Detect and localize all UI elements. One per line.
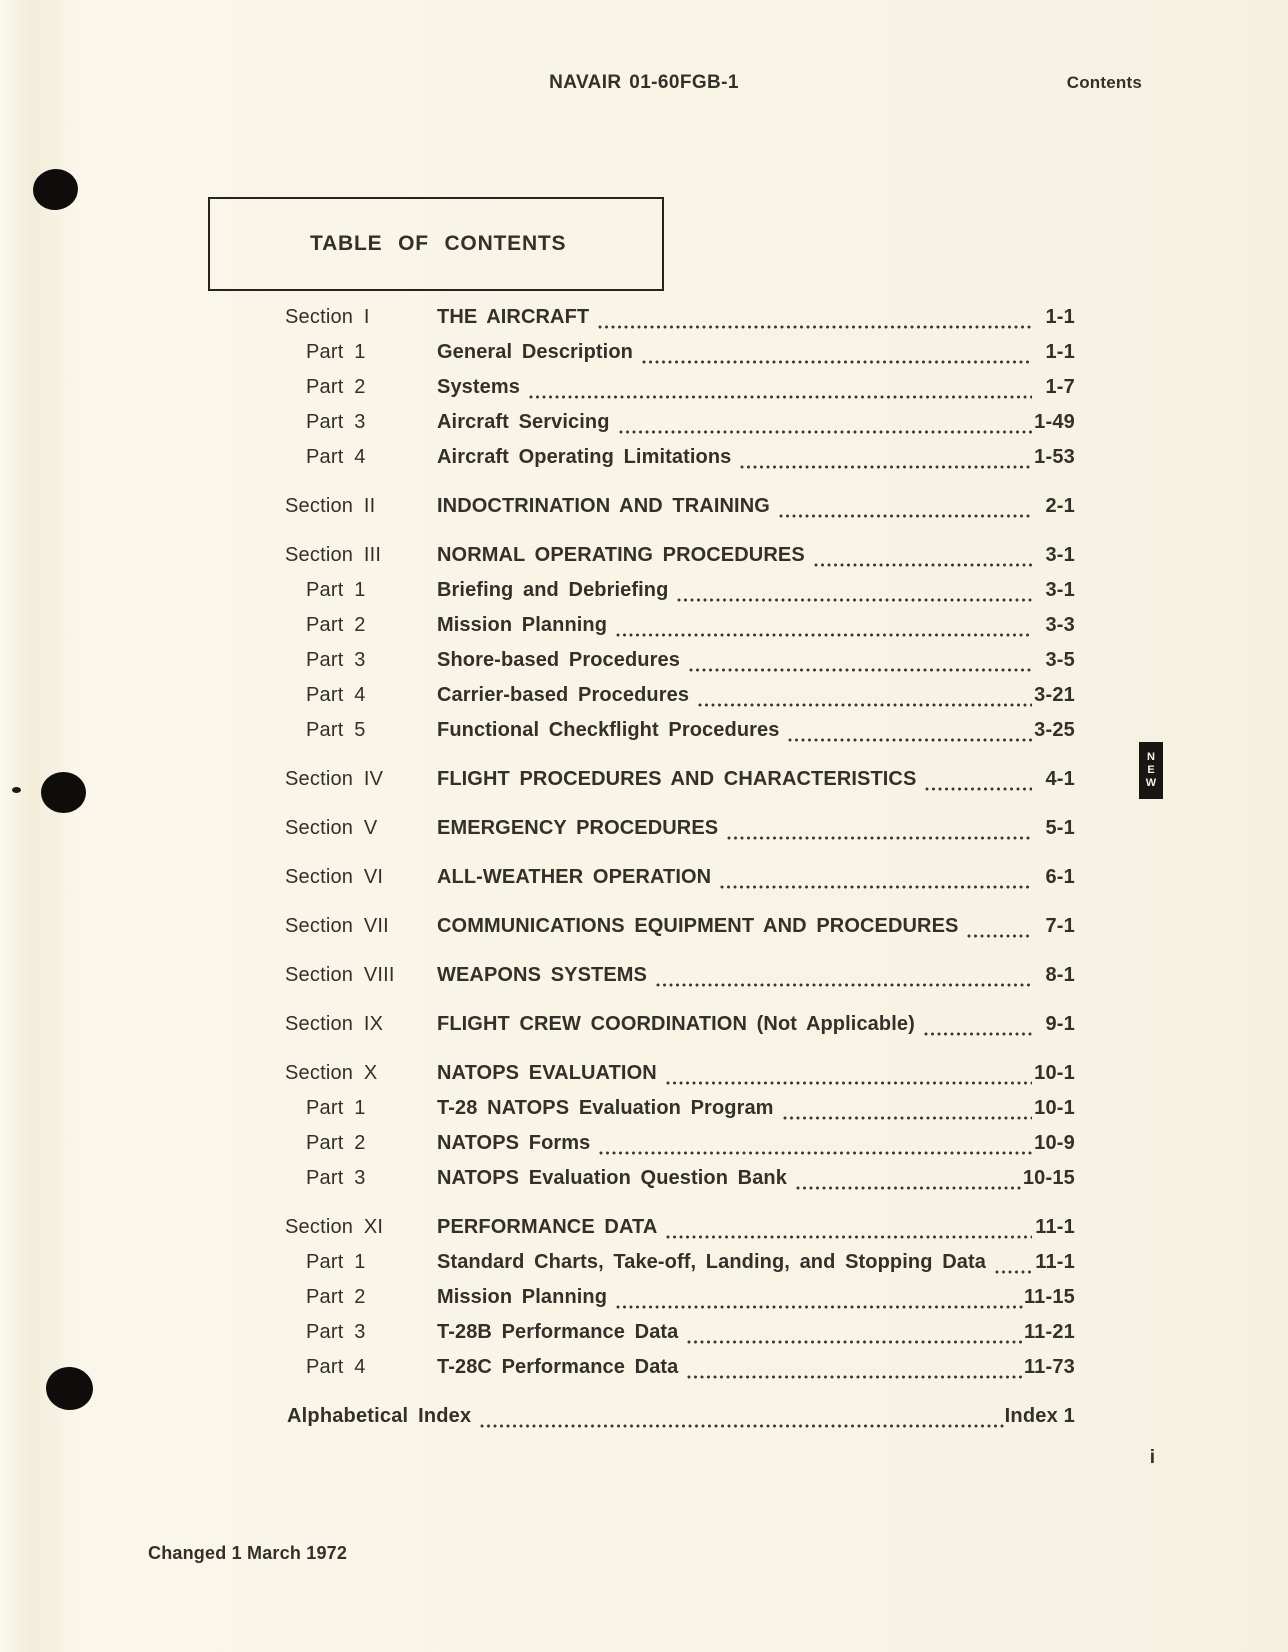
toc-entry-row <box>285 1056 1075 1091</box>
toc-entry-page: 8-1 <box>1045 964 1075 986</box>
toc-entry-page: 1-7 <box>1045 376 1075 398</box>
ink-speck <box>12 787 21 793</box>
toc-entry-row <box>285 608 1075 643</box>
toc-entry-row <box>285 1126 1075 1161</box>
toc-entry-row <box>285 643 1075 678</box>
toc-entry-title: NATOPS Evaluation Question Bank <box>437 1167 787 1189</box>
dot-leader <box>687 1339 1023 1345</box>
toc-entry-label: Section VIII <box>285 964 395 986</box>
toc-entry-page: 10-9 <box>1034 1132 1075 1154</box>
dot-leader <box>967 933 1032 939</box>
toc-entry-title: FLIGHT CREW COORDINATION (Not Applicable) <box>437 1013 915 1035</box>
toc-entry-row <box>285 860 1075 895</box>
dot-leader <box>796 1185 1022 1191</box>
header-contents-label: Contents <box>1066 73 1142 92</box>
toc-entry-title: NORMAL OPERATING PROCEDURES <box>437 544 805 566</box>
toc-entry-row <box>285 538 1075 573</box>
toc-entry-page: 1-49 <box>1034 411 1075 433</box>
toc-entry-row <box>285 335 1075 370</box>
toc-entry-label: Part 4 <box>306 1356 366 1378</box>
toc-entry-label: Section I <box>285 306 370 328</box>
toc-list <box>285 300 1157 1434</box>
dot-leader <box>642 359 1032 365</box>
toc-entry-title: Functional Checkflight Procedures <box>437 719 780 741</box>
toc-entry-title: EMERGENCY PROCEDURES <box>437 817 719 839</box>
toc-entry-page: 2-1 <box>1045 495 1075 517</box>
dot-leader <box>924 1031 1032 1037</box>
toc-entry-row <box>285 1315 1075 1350</box>
dot-leader <box>788 737 1032 743</box>
toc-entry-page: 5-1 <box>1045 817 1075 839</box>
toc-entry-title: THE AIRCRAFT <box>437 306 590 328</box>
toc-entry-title: T-28C Performance Data <box>437 1356 679 1378</box>
new-badge: N E W <box>1139 742 1163 799</box>
toc-entry-row <box>285 300 1075 335</box>
punch-hole-middle <box>41 772 86 813</box>
toc-entry-page: 11-1 <box>1035 1251 1075 1273</box>
toc-entry-title: Briefing and Debriefing <box>437 579 669 601</box>
toc-entry-label: Part 1 <box>306 1251 366 1273</box>
dot-leader <box>689 667 1032 673</box>
toc-entry-label: Part 1 <box>306 579 366 601</box>
toc-entry-title: FLIGHT PROCEDURES AND CHARACTERISTICS <box>437 768 917 790</box>
toc-entry-page: 10-1 <box>1034 1062 1075 1084</box>
toc-entry-label: Part 4 <box>306 446 366 468</box>
toc-entry-row <box>285 1161 1075 1196</box>
dot-leader <box>616 1304 1023 1310</box>
toc-entry-row <box>285 1007 1075 1042</box>
toc-entry-page: 3-1 <box>1045 579 1075 601</box>
dot-leader <box>698 702 1032 708</box>
toc-entry-label: Section V <box>285 817 378 839</box>
toc-entry-title: INDOCTRINATION AND TRAINING <box>437 495 770 517</box>
toc-entry-page: 1-53 <box>1034 446 1075 468</box>
toc-entry-label: Section XI <box>285 1216 384 1238</box>
toc-entry-label: Section II <box>285 495 376 517</box>
toc-entry-title: WEAPONS SYSTEMS <box>437 964 647 986</box>
toc-entry-page: 10-15 <box>1022 1167 1075 1189</box>
toc-entry-row <box>285 909 1075 944</box>
toc-entry-title: Aircraft Servicing <box>437 411 610 433</box>
toc-entry-label: Section IX <box>285 1013 384 1035</box>
toc-entry-row <box>285 1399 1075 1434</box>
toc-entry-page: 11-73 <box>1023 1356 1075 1378</box>
toc-entry-page: 3-5 <box>1045 649 1075 671</box>
dot-leader <box>599 1150 1032 1156</box>
punch-hole-top <box>31 167 80 212</box>
dot-leader <box>656 982 1032 988</box>
toc-entry-page: 6-1 <box>1045 866 1075 888</box>
toc-entry-title: T-28 NATOPS Evaluation Program <box>437 1097 774 1119</box>
dot-leader <box>779 513 1032 519</box>
toc-entry-label: Part 2 <box>306 376 366 398</box>
dot-leader <box>740 464 1032 470</box>
toc-entry-label: Part 2 <box>306 1132 366 1154</box>
toc-entry-page: 11-1 <box>1035 1216 1075 1238</box>
toc-entry-label: Section III <box>285 544 382 566</box>
dot-leader <box>529 394 1032 400</box>
toc-entry-page: 1-1 <box>1045 306 1075 328</box>
dot-leader <box>720 884 1032 890</box>
toc-entry-title: Aircraft Operating Limitations <box>437 446 732 468</box>
dot-leader <box>616 632 1032 638</box>
toc-entry-row <box>285 370 1075 405</box>
toc-entry-label: Alphabetical Index <box>287 1405 472 1427</box>
table-of-contents-box <box>208 197 664 291</box>
toc-entry-title: Mission Planning <box>437 614 608 636</box>
toc-entry-title: PERFORMANCE DATA <box>437 1216 658 1238</box>
toc-entry-label: Section X <box>285 1062 378 1084</box>
toc-entry-title: Shore-based Procedures <box>437 649 680 671</box>
toc-entry-row <box>285 1210 1075 1245</box>
toc-entry-title: NATOPS EVALUATION <box>437 1062 657 1084</box>
toc-entry-title: ALL-WEATHER OPERATION <box>437 866 712 888</box>
toc-entry-row <box>285 489 1075 524</box>
toc-entry-row <box>285 811 1075 846</box>
toc-entry-label: Part 3 <box>306 649 366 671</box>
toc-entry-title: Mission Planning <box>437 1286 608 1308</box>
toc-entry-page: 4-1 <box>1045 768 1075 790</box>
toc-entry-title: COMMUNICATIONS EQUIPMENT AND PROCEDURES <box>437 915 959 937</box>
page-number: i <box>1149 1447 1155 1468</box>
dot-leader <box>619 429 1032 435</box>
dot-leader <box>783 1115 1032 1121</box>
toc-entry-page: Index 1 <box>1004 1405 1075 1427</box>
header-doc-number: NAVAIR 01-60FGB-1 <box>549 72 739 93</box>
toc-entry-row <box>285 573 1075 608</box>
dot-leader <box>687 1374 1023 1380</box>
toc-entry-label: Part 3 <box>306 1321 366 1343</box>
toc-entry-label: Part 2 <box>306 1286 366 1308</box>
toc-entry-row <box>285 1091 1075 1126</box>
punch-hole-bottom <box>45 1365 95 1411</box>
toc-entry-title: Carrier-based Procedures <box>437 684 690 706</box>
toc-entry-label: Part 1 <box>306 1097 366 1119</box>
toc-entry-page: 11-15 <box>1023 1286 1075 1308</box>
toc-entry-title: Standard Charts, Take-off, Landing, and Stopping Data <box>437 1251 986 1273</box>
change-date: Changed 1 March 1972 <box>148 1543 348 1563</box>
toc-entry-row <box>285 762 1075 797</box>
toc-entry-row <box>285 1350 1075 1385</box>
dot-leader <box>814 562 1032 568</box>
toc-entry-page: 3-25 <box>1034 719 1075 741</box>
toc-entry-page: 3-1 <box>1045 544 1075 566</box>
toc-entry-label: Part 3 <box>306 411 366 433</box>
toc-entry-title: General Description <box>437 341 633 363</box>
toc-entry-label: Part 3 <box>306 1167 366 1189</box>
dot-leader <box>598 324 1032 330</box>
toc-entry-label: Section IV <box>285 768 384 790</box>
dot-leader <box>727 835 1032 841</box>
toc-entry-title: T-28B Performance Data <box>437 1321 679 1343</box>
toc-entry-label: Part 2 <box>306 614 366 636</box>
toc-entry-label: Part 5 <box>306 719 366 741</box>
dot-leader <box>480 1423 1003 1429</box>
toc-entry-page: 7-1 <box>1045 915 1075 937</box>
dot-leader <box>666 1234 1032 1240</box>
toc-entry-row <box>285 440 1075 475</box>
toc-entry-row <box>285 405 1075 440</box>
toc-entry-row <box>285 958 1075 993</box>
dot-leader <box>677 597 1032 603</box>
toc-entry-page: 3-21 <box>1034 684 1075 706</box>
toc-entry-row <box>285 1280 1075 1315</box>
toc-entry-label: Part 1 <box>306 341 366 363</box>
toc-entry-page: 11-21 <box>1023 1321 1075 1343</box>
toc-entry-label: Section VII <box>285 915 389 937</box>
toc-entry-title: Systems <box>437 376 520 398</box>
page-title: TABLE OF CONTENTS <box>310 232 567 255</box>
toc-entry-row <box>285 678 1075 713</box>
toc-entry-title: NATOPS Forms <box>437 1132 591 1154</box>
toc-entry-page: 9-1 <box>1045 1013 1075 1035</box>
toc-entry-page: 3-3 <box>1045 614 1075 636</box>
toc-entry-row <box>285 1245 1075 1280</box>
toc-entry-page: 10-1 <box>1034 1097 1075 1119</box>
dot-leader <box>995 1269 1032 1275</box>
toc-entry-label: Section VI <box>285 866 384 888</box>
toc-entry-page: 1-1 <box>1045 341 1075 363</box>
dot-leader <box>925 786 1032 792</box>
toc-entry-label: Part 4 <box>306 684 366 706</box>
dot-leader <box>666 1080 1032 1086</box>
